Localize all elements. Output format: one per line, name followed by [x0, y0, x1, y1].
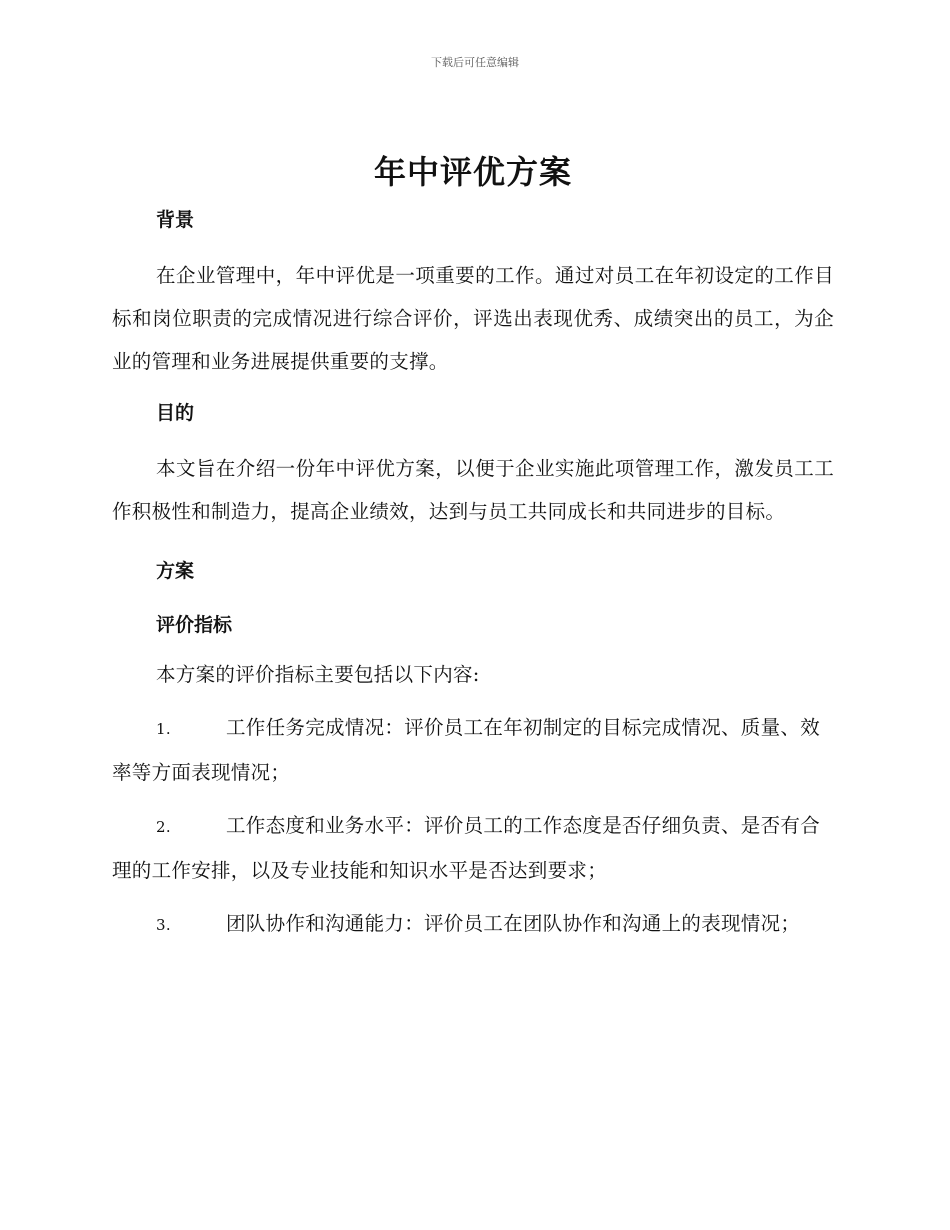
list-item-text: 工作态度和业务水平：评价员工的工作态度是否仔细负责、是否有合理的工作安排，以及专业技能和知识水平是否达到要求； — [112, 814, 821, 882]
section-heading-background: 背景 — [156, 209, 195, 231]
list-item — [112, 902, 834, 947]
section-heading-plan: 方案 — [156, 560, 195, 582]
list-item-number: 1. — [156, 720, 171, 738]
paragraph-background: 在企业管理中，年中评优是一项重要的工作。通过对员工在年初设定的工作目标和岗位职责的完成情况进行综合评价，评选出表现优秀、成绩突出的员工，为企业的管理和业务进展提供重要的支撑。 — [112, 264, 834, 373]
paragraph-criteria-intro: 本方案的评价指标主要包括以下内容: — [156, 663, 480, 686]
list-item-text: 工作任务完成情况：评价员工在年初制定的目标完成情况、质量、效率等方面表现情况； — [112, 716, 821, 784]
list-item — [112, 804, 834, 892]
list-item-text: 团队协作和沟通能力：评价员工在团队协作和沟通上的表现情况； — [226, 912, 801, 935]
document-body — [112, 150, 834, 947]
list-item — [112, 706, 834, 794]
section-heading-purpose: 目的 — [156, 402, 195, 424]
list-item-number: 3. — [156, 916, 171, 934]
header-note: 下载后可任意编辑 — [431, 56, 519, 69]
section-heading-criteria: 评价指标 — [156, 614, 233, 636]
paragraph-purpose: 本文旨在介绍一份年中评优方案，以便于企业实施此项管理工作，激发员工工作积极性和制造力，提高企业绩效，达到与员工共同成长和共同进步的目标。 — [112, 457, 834, 523]
list-item-number: 2. — [156, 818, 171, 836]
document-title: 年中评优方案 — [373, 153, 572, 191]
